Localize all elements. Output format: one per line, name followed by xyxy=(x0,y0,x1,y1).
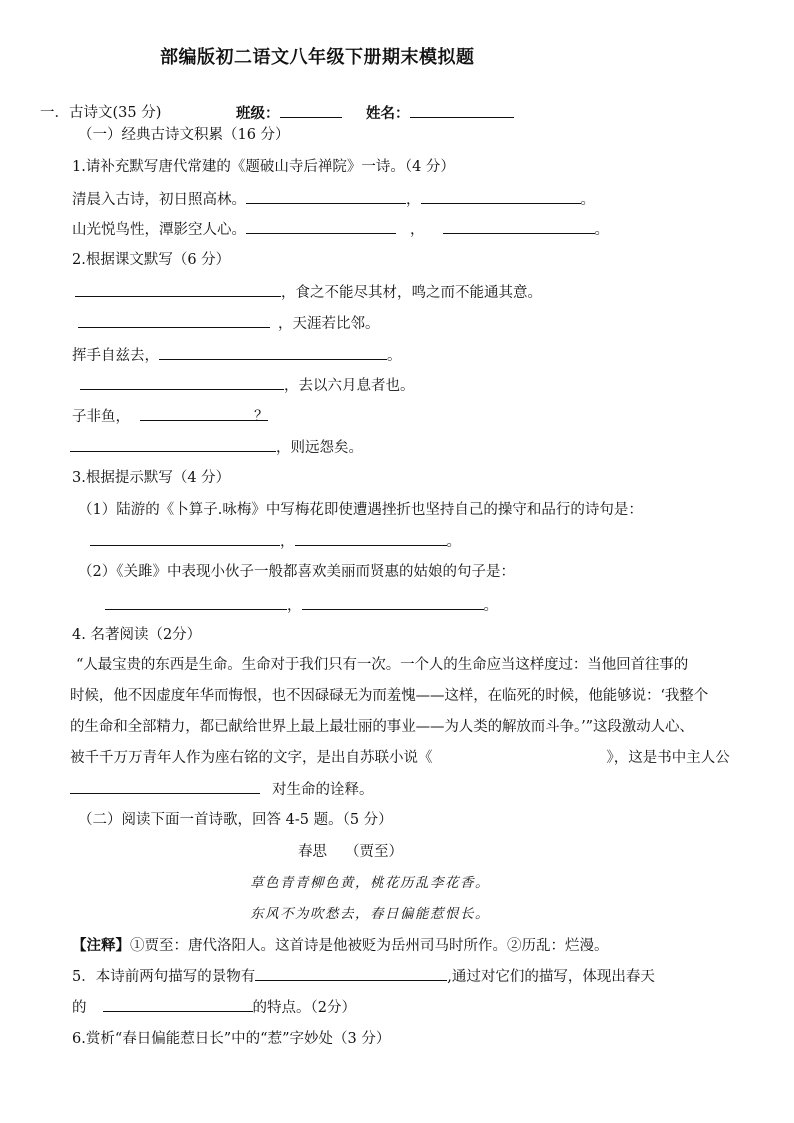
q1-comma-2: ， xyxy=(410,222,425,238)
section-heading: 一．古诗文(35 分) xyxy=(40,105,162,121)
q2-blank-3[interactable] xyxy=(159,345,387,360)
q2-line6 xyxy=(70,437,363,458)
q2-line2 xyxy=(78,313,380,334)
class-label-text: 班级： xyxy=(236,105,280,122)
q2-prompt: 2.根据课文默写（6 分） xyxy=(72,252,231,268)
q1-period-2: 。 xyxy=(594,222,609,238)
q2-line5-text: 子非鱼， xyxy=(72,409,130,425)
q2-line3-text: 挥手自兹去， xyxy=(72,348,159,364)
q3-period-1: 。 xyxy=(446,534,461,550)
q2-line5-end: ？ xyxy=(254,409,269,425)
q5-line2-text: 的 xyxy=(72,1000,87,1016)
q3-prompt: 3.根据提示默写（4 分） xyxy=(72,470,231,486)
q1-blank-4[interactable] xyxy=(443,219,595,234)
q2-line6-text: ，则远怨矣。 xyxy=(276,440,363,456)
q3-blank-4[interactable] xyxy=(302,595,484,610)
q6-prompt: 6.赏析“春日偏能惹日长”中的“惹”字妙处（3 分） xyxy=(72,1031,391,1047)
page-title: 部编版初二语文八年级下册期末模拟题 xyxy=(160,47,475,68)
q1-line1-text: 清晨入古诗，初日照高林。 xyxy=(72,192,246,208)
name-label xyxy=(366,103,514,124)
q1-period-1: 。 xyxy=(580,192,595,208)
q1-prompt: 1.请补充默写唐代常建的《题破山寺后禅院》一诗。（4 分） xyxy=(72,159,455,175)
q3-blank-3[interactable] xyxy=(105,595,287,610)
q2-blank-6[interactable] xyxy=(70,437,276,452)
q5-line1 xyxy=(72,966,655,987)
q3-sub2-answer xyxy=(105,595,498,616)
q4-character-blank[interactable] xyxy=(70,779,260,794)
q1-blank-2[interactable] xyxy=(421,189,581,204)
name-label-text: 姓名： xyxy=(366,105,410,122)
q2-line2-text: ，天涯若比邻。 xyxy=(278,316,380,332)
q3-blank-1[interactable] xyxy=(90,531,280,546)
q2-blank-2[interactable] xyxy=(78,313,270,328)
q1-comma-1: ， xyxy=(406,192,421,208)
q2-line5 xyxy=(72,406,269,427)
q4-para-line4-end: 》，这是书中主人公 xyxy=(606,750,730,766)
annotation-note xyxy=(72,936,609,956)
q1-line2-text: 山光悦鸟性，潭影空人心。 xyxy=(72,222,246,238)
q4-para-line1: “人最宝贵的东西是生命。生命对于我们只有一次。一个人的生命应当这样度过：当他回首往事的 xyxy=(76,657,689,673)
q2-line1 xyxy=(75,282,542,303)
q3-sub2: （2）《关雎》中表现小伙子一般都喜欢美丽而贤惠的姑娘的句子是： xyxy=(78,564,515,580)
q4-book-blank[interactable] xyxy=(433,748,607,762)
part2-heading: （二）阅读下面一首诗歌，回答 4-5 题。（5 分） xyxy=(78,812,393,828)
q5-line2 xyxy=(72,997,356,1018)
q2-line1-text: ，食之不能尽其材，鸣之而不能通其意。 xyxy=(281,285,542,301)
q1-line2 xyxy=(72,219,609,240)
q2-blank-4[interactable] xyxy=(80,375,284,390)
q2-blank-5[interactable] xyxy=(140,406,268,421)
q4-para-line3: 的生命和全部精力，都已献给世界上最上最壮丽的事业——为人类的解放而斗争。’”这段激动人心、 xyxy=(70,719,694,735)
q4-para-line4 xyxy=(70,748,730,768)
q5-line1-end: ,通过对它们的描写，体现出春天 xyxy=(447,969,655,985)
q2-line4-text: ，去以六月息者也。 xyxy=(284,378,415,394)
q5-blank-2[interactable] xyxy=(103,997,253,1012)
name-field[interactable] xyxy=(410,103,514,118)
q4-para-line5 xyxy=(70,779,374,800)
q3-comma-1: ， xyxy=(280,534,295,550)
q3-sub1: （1）陆游的《卜算子.咏梅》中写梅花即使遭遇挫折也坚持自己的操守和品行的诗句是： xyxy=(78,502,643,518)
q2-line3 xyxy=(72,345,402,366)
q5-line2-end: 的特点。（2分） xyxy=(252,1000,356,1016)
poem-line-1: 草色青青柳色黄，桃花历乱李花香。 xyxy=(250,875,490,891)
part1-heading: （一）经典古诗文积累（16 分） xyxy=(78,127,290,143)
q2-blank-1[interactable] xyxy=(75,282,281,297)
note-label: 【注释】 xyxy=(72,937,130,954)
q3-sub1-answer xyxy=(90,531,461,552)
q4-para-line4-text: 被千千万万青年人作为座右铭的文字，是出自苏联小说《 xyxy=(70,750,433,766)
q1-line1 xyxy=(72,189,595,210)
q4-para-line5-text: 对生命的诠释。 xyxy=(272,782,374,798)
q4-para-line2: 时候，他不因虚度年华而悔恨，也不因碌碌无为而羞愧——这样，在临死的时候，他能够说：‘我整个 xyxy=(70,688,709,704)
q1-blank-1[interactable] xyxy=(246,189,406,204)
poem-line-2: 东风不为吹愁去，春日偏能惹恨长。 xyxy=(250,906,490,922)
q3-period-2: 。 xyxy=(483,598,498,614)
q3-comma-2: ， xyxy=(287,598,302,614)
poem-title-line xyxy=(298,842,403,862)
class-field[interactable] xyxy=(280,103,342,118)
q5-blank-1[interactable] xyxy=(255,966,447,981)
q4-prompt: 4. 名著阅读（2分） xyxy=(72,627,202,643)
q2-line3-end: 。 xyxy=(387,348,402,364)
q1-blank-3[interactable] xyxy=(246,219,396,234)
poem-title: 春思 xyxy=(298,844,327,860)
class-label xyxy=(236,103,342,124)
q5-line1-text: 5．本诗前两句描写的景物有 xyxy=(72,969,256,985)
q2-line4 xyxy=(80,375,415,396)
q3-blank-2[interactable] xyxy=(295,531,447,546)
note-text: ①贾至：唐代洛阳人。这首诗是他被贬为岳州司马时所作。②历乱：烂漫。 xyxy=(130,938,609,954)
poem-author: （贾至） xyxy=(345,844,403,860)
